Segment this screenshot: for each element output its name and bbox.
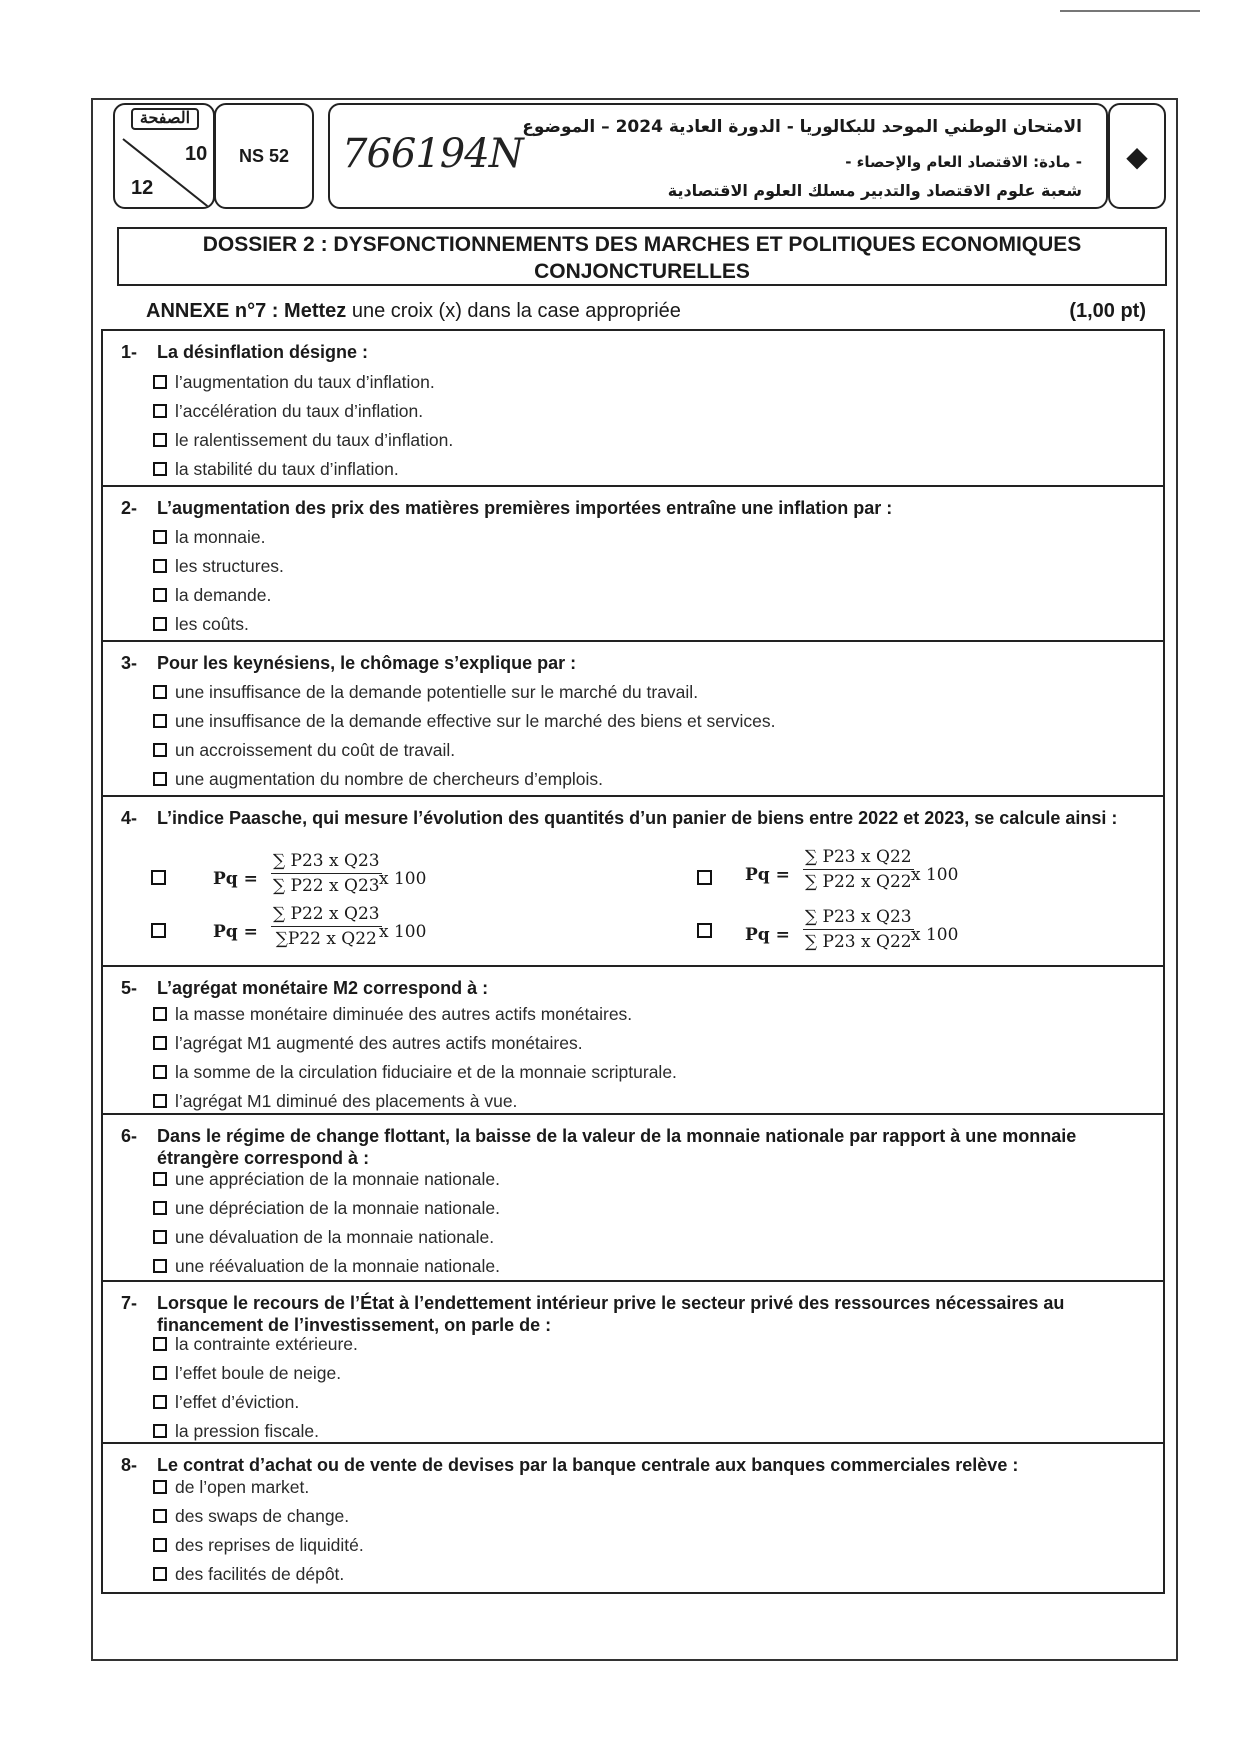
diamond-icon: ◆ bbox=[1108, 103, 1166, 209]
formula-lhs: Pq = bbox=[213, 922, 258, 942]
question-4 bbox=[103, 797, 1163, 967]
option-label: l’agrégat M1 augmenté des autres actifs monétaires. bbox=[175, 1033, 583, 1053]
answer-option[interactable] bbox=[153, 1334, 358, 1355]
checkbox[interactable] bbox=[153, 1172, 167, 1186]
option-label: une dévaluation de la monnaie nationale. bbox=[175, 1227, 495, 1247]
questions-box bbox=[101, 329, 1165, 1594]
answer-option[interactable] bbox=[153, 1256, 500, 1277]
answer-option[interactable] bbox=[153, 1227, 494, 1248]
answer-option[interactable] bbox=[153, 1062, 677, 1083]
fraction bbox=[803, 847, 914, 892]
option-label: l’effet d’éviction. bbox=[175, 1392, 300, 1412]
checkbox[interactable] bbox=[697, 870, 712, 885]
top-edge-line bbox=[1060, 10, 1200, 12]
answer-option[interactable] bbox=[153, 585, 271, 606]
question-number: 2- bbox=[121, 498, 138, 518]
option-label: des reprises de liquidité. bbox=[175, 1535, 364, 1555]
multiplier: x 100 bbox=[911, 865, 959, 885]
exam-title-box bbox=[328, 103, 1108, 209]
question-1 bbox=[103, 331, 1163, 487]
page-total: 12 bbox=[131, 177, 154, 199]
question-number: 1- bbox=[121, 342, 138, 362]
question-number: 8- bbox=[121, 1455, 138, 1475]
answer-option[interactable] bbox=[153, 459, 399, 480]
checkbox[interactable] bbox=[153, 1065, 167, 1079]
option-label: une dépréciation de la monnaie nationale. bbox=[175, 1198, 500, 1218]
option-label: le ralentissement du taux d’inflation. bbox=[175, 430, 454, 450]
option-label: la masse monétaire diminuée des autres actifs monétaires. bbox=[175, 1004, 633, 1024]
fraction bbox=[271, 904, 382, 949]
multiplier: x 100 bbox=[911, 925, 959, 945]
question-number: 7- bbox=[121, 1293, 138, 1313]
exam-title-line2: - مادة: الاقتصاد العام والإحصاء - bbox=[845, 153, 1082, 171]
answer-option[interactable] bbox=[153, 1535, 364, 1556]
answer-option[interactable] bbox=[153, 430, 453, 451]
question-text: L’indice Paasche, qui mesure l’évolution des quantités d’un panier de biens entre 2022 et 2023, se calcule ainsi : bbox=[157, 808, 1118, 828]
answer-option[interactable] bbox=[153, 1363, 341, 1384]
checkbox[interactable] bbox=[153, 743, 167, 757]
question-text: Pour les keynésiens, le chômage s’explique par : bbox=[157, 653, 577, 673]
option-label: une insuffisance de la demande potentielle sur le marché du travail. bbox=[175, 682, 699, 702]
option-label: une augmentation du nombre de chercheurs d’emplois. bbox=[175, 769, 604, 789]
checkbox[interactable] bbox=[153, 1424, 167, 1438]
numerator: ∑ P22 x Q23 bbox=[271, 904, 382, 927]
checkbox[interactable] bbox=[153, 1480, 167, 1494]
question-text: Le contrat d’achat ou de vente de devises par la banque centrale aux banques commerciales relève : bbox=[157, 1455, 1019, 1475]
page-number: 10 bbox=[185, 143, 208, 165]
answer-option[interactable] bbox=[153, 1477, 309, 1498]
option-label: l’accélération du taux d’inflation. bbox=[175, 401, 424, 421]
denominator: ∑ P23 x Q22 bbox=[805, 932, 912, 952]
answer-option[interactable] bbox=[153, 1421, 319, 1442]
checkbox[interactable] bbox=[153, 462, 167, 476]
answer-option[interactable] bbox=[153, 556, 284, 577]
checkbox[interactable] bbox=[153, 1337, 167, 1351]
annex-points: (1,00 pt) bbox=[1069, 300, 1146, 322]
question-number: 5- bbox=[121, 978, 138, 998]
option-label: la monnaie. bbox=[175, 527, 266, 547]
option-label: l’effet boule de neige. bbox=[175, 1363, 342, 1383]
exam-title-line1: الامتحان الوطني الموحد للبكالوريا - الدورة العادية 2024 – الموضوع bbox=[522, 117, 1082, 137]
answer-option[interactable] bbox=[153, 711, 776, 732]
page-label: الصفحة bbox=[131, 108, 199, 130]
annex-text: une croix (x) dans la case appropriée bbox=[351, 300, 681, 322]
option-label: la pression fiscale. bbox=[175, 1421, 319, 1441]
checkbox[interactable] bbox=[153, 588, 167, 602]
numerator: ∑ P23 x Q23 bbox=[271, 851, 382, 874]
checkbox[interactable] bbox=[153, 1094, 167, 1108]
option-label: un accroissement du coût de travail. bbox=[175, 740, 456, 760]
checkbox[interactable] bbox=[153, 1036, 167, 1050]
annex-label: ANNEXE n°7 : bbox=[146, 300, 279, 322]
numerator: ∑ P23 x Q23 bbox=[803, 907, 914, 930]
option-label: les coûts. bbox=[175, 614, 249, 634]
checkbox[interactable] bbox=[153, 559, 167, 573]
answer-option[interactable] bbox=[153, 1004, 632, 1025]
formula-lhs: Pq = bbox=[745, 925, 790, 945]
question-number: 4- bbox=[121, 808, 138, 828]
checkbox[interactable] bbox=[153, 1259, 167, 1273]
option-label: des facilités de dépôt. bbox=[175, 1564, 345, 1584]
option-label: la contrainte extérieure. bbox=[175, 1334, 358, 1354]
checkbox[interactable] bbox=[153, 772, 167, 786]
question-2 bbox=[103, 487, 1163, 642]
checkbox[interactable] bbox=[153, 404, 167, 418]
formula-lhs: Pq = bbox=[745, 865, 790, 885]
question-text: Lorsque le recours de l’État à l’endettement intérieur prive le secteur privé des ressources nécessaires au financement de l’investissement, on parle de : bbox=[157, 1293, 1065, 1335]
checkbox[interactable] bbox=[153, 1509, 167, 1523]
option-label: l’augmentation du taux d’inflation. bbox=[175, 372, 435, 392]
option-label: l’agrégat M1 diminué des placements à vue. bbox=[175, 1091, 518, 1111]
checkbox[interactable] bbox=[153, 530, 167, 544]
option-label: une insuffisance de la demande effective sur le marché des biens et services. bbox=[175, 711, 776, 731]
option-label: une réévaluation de la monnaie nationale. bbox=[175, 1256, 500, 1276]
question-5 bbox=[103, 967, 1163, 1115]
checkbox[interactable] bbox=[153, 1201, 167, 1215]
answer-option[interactable] bbox=[153, 740, 455, 761]
numerator: ∑ P23 x Q22 bbox=[803, 847, 914, 870]
answer-option[interactable] bbox=[153, 1198, 500, 1219]
exam-title-line3: شعبة علوم الاقتصاد والتدبير مسلك العلوم الاقتصادية bbox=[667, 181, 1082, 200]
dossier-title-line2: CONJONCTURELLES bbox=[534, 260, 750, 283]
question-8 bbox=[103, 1444, 1163, 1596]
option-label: les structures. bbox=[175, 556, 284, 576]
checkbox[interactable] bbox=[153, 1007, 167, 1021]
page-number-box bbox=[113, 103, 215, 209]
answer-option[interactable] bbox=[153, 614, 249, 635]
question-7 bbox=[103, 1282, 1163, 1444]
option-label: la demande. bbox=[175, 585, 272, 605]
answer-option[interactable] bbox=[153, 682, 698, 703]
denominator: ∑P22 x Q22 bbox=[275, 929, 377, 949]
option-label: de l’open market. bbox=[175, 1477, 310, 1497]
checkbox[interactable] bbox=[697, 923, 712, 938]
answer-option[interactable] bbox=[153, 1506, 349, 1527]
answer-option[interactable] bbox=[153, 401, 423, 422]
question-text: La désinflation désigne : bbox=[157, 342, 369, 362]
question-text: Dans le régime de change flottant, la baisse de la valeur de la monnaie nationale par rapport à une monnaie étrangère correspond à : bbox=[157, 1126, 1077, 1168]
handwritten-code: 766194N bbox=[342, 131, 523, 177]
question-number: 3- bbox=[121, 653, 138, 673]
answer-option[interactable] bbox=[153, 1564, 344, 1585]
checkbox[interactable] bbox=[153, 375, 167, 389]
question-text: L’agrégat monétaire M2 correspond à : bbox=[157, 978, 489, 998]
option-label: des swaps de change. bbox=[175, 1506, 350, 1526]
option-label: la somme de la circulation fiduciaire et de la monnaie scripturale. bbox=[175, 1062, 677, 1082]
checkbox[interactable] bbox=[151, 923, 166, 938]
checkbox[interactable] bbox=[153, 1538, 167, 1552]
checkbox[interactable] bbox=[153, 1567, 167, 1581]
question-number: 6- bbox=[121, 1126, 138, 1146]
answer-option[interactable] bbox=[153, 372, 435, 393]
multiplier: x 100 bbox=[379, 922, 427, 942]
answer-option[interactable] bbox=[153, 527, 265, 548]
checkbox[interactable] bbox=[153, 714, 167, 728]
option-label: une appréciation de la monnaie nationale. bbox=[175, 1169, 500, 1189]
exam-code: NS 52 bbox=[214, 103, 314, 209]
annex-instruction bbox=[146, 300, 1146, 323]
checkbox[interactable] bbox=[153, 617, 167, 631]
denominator: ∑ P22 x Q22 bbox=[805, 872, 912, 892]
fraction bbox=[271, 851, 382, 896]
dossier-title bbox=[117, 227, 1167, 286]
annex-bold-word: Mettez bbox=[284, 300, 347, 322]
question-3 bbox=[103, 642, 1163, 797]
checkbox[interactable] bbox=[153, 685, 167, 699]
checkbox[interactable] bbox=[153, 1366, 167, 1380]
denominator: ∑ P22 x Q23 bbox=[273, 876, 380, 896]
answer-option[interactable] bbox=[153, 1091, 517, 1112]
answer-option[interactable] bbox=[153, 769, 603, 790]
question-text: L’augmentation des prix des matières premières importées entraîne une inflation par : bbox=[157, 498, 893, 518]
question-6 bbox=[103, 1115, 1163, 1282]
multiplier: x 100 bbox=[379, 869, 427, 889]
fraction bbox=[803, 907, 914, 952]
option-label: la stabilité du taux d’inflation. bbox=[175, 459, 399, 479]
checkbox[interactable] bbox=[153, 1230, 167, 1244]
checkbox[interactable] bbox=[153, 433, 167, 447]
answer-option[interactable] bbox=[153, 1033, 583, 1054]
answer-option[interactable] bbox=[153, 1169, 500, 1190]
formula-lhs: Pq = bbox=[213, 869, 258, 889]
dossier-title-line1: DOSSIER 2 : DYSFONCTIONNEMENTS DES MARCHES ET POLITIQUES ECONOMIQUES bbox=[202, 233, 1082, 256]
checkbox[interactable] bbox=[151, 870, 166, 885]
checkbox[interactable] bbox=[153, 1395, 167, 1409]
answer-option[interactable] bbox=[153, 1392, 299, 1413]
